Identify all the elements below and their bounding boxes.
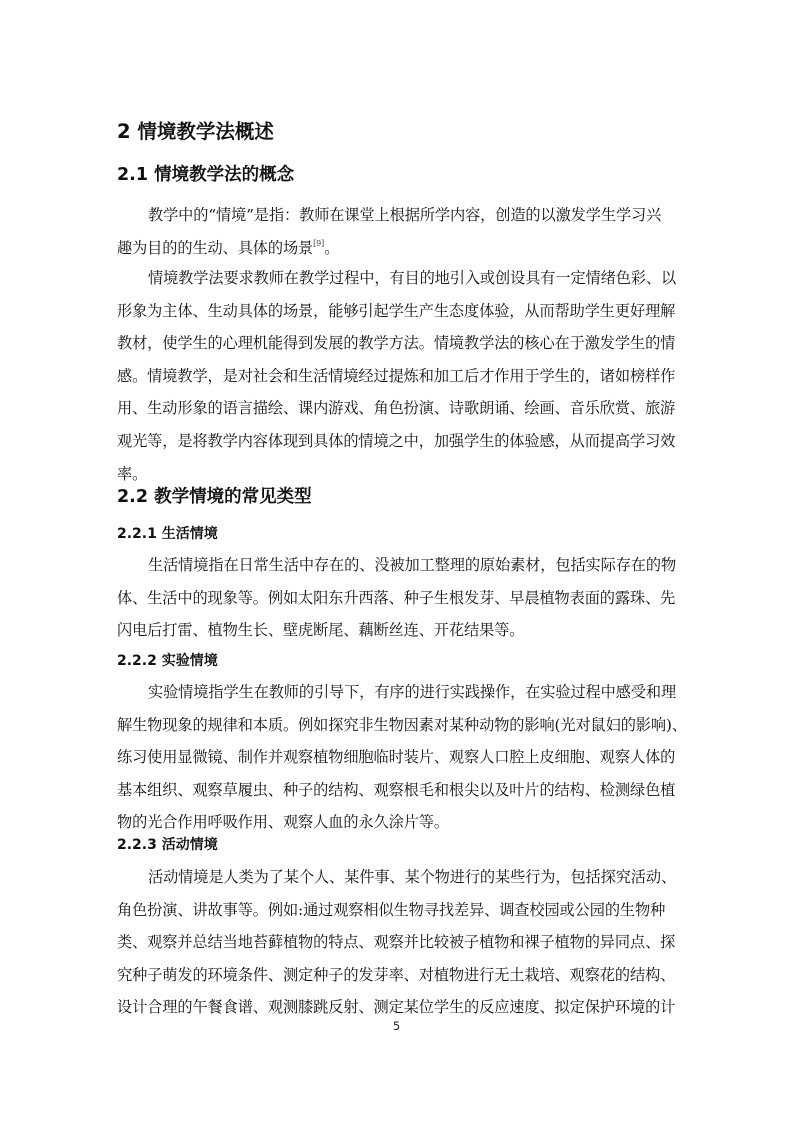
text-line: 究种子萌发的环境条件、测定种子的发芽率、对植物进行无土栽培、观察花的结构、 — [117, 965, 676, 984]
text-fragment: 。 — [324, 238, 340, 257]
text-line: 解生物现象的规律和本质。例如探究非生物因素对某种动物的影响(光对鼠妇的影响)、 — [117, 715, 687, 734]
text-line: 实验情境指学生在教师的引导下，有序的进行实践操作，在实验过程中感受和理 — [148, 683, 677, 701]
page-number: 5 — [392, 1019, 401, 1033]
text-line: 练习使用显微镜、制作并观察植物细胞临时装片、观察人口腔上皮细胞、观察人体的 — [117, 748, 676, 767]
subsubsection-heading-2-2-3: 2.2.3 活动情境 — [117, 837, 218, 853]
text-line: 类、观察并总结当地苔藓植物的特点、观察并比较被子植物和裸子植物的异同点、探 — [117, 933, 676, 952]
subsection-heading-2-1: 2.1 情境教学法的概念 — [117, 165, 295, 185]
subsubsection-heading-2-2-1: 2.2.1 生活情境 — [117, 526, 218, 542]
subsection-heading-2-2: 2.2 教学情境的常见类型 — [117, 487, 312, 507]
citation-reference: [9] — [313, 238, 325, 248]
text-line: 角色扮演、讲故事等。例如:通过观察相似生物寻找差异、调查校园或公园的生物种 — [117, 900, 666, 919]
text-line: 形象为主体、生动具体的场景，能够引起学生产生态度体验，从而帮助学生更好理解 — [117, 301, 676, 320]
paragraph-experiment-situation — [117, 676, 687, 839]
text-fragment: 趣为目的的生动、具体的场景 — [117, 238, 314, 257]
subsubsection-heading-2-2-2: 2.2.2 实验情境 — [117, 653, 218, 669]
text-line: 观光等，是将教学内容体现到具体的情境之中，加强学生的体验感，从而提高学习效 — [117, 431, 676, 450]
text-line: 物的光合作用呼吸作用、观察人血的永久涂片等。 — [117, 813, 449, 832]
text-line: 体、生活中的现象等。例如太阳东升西落、种子生根发芽、早晨植物表面的露珠、先 — [117, 588, 676, 607]
text-line — [117, 232, 677, 265]
text-line: 教材，使学生的心理机能得到发展的教学方法。情境教学法的核心在于激发学生的情 — [117, 334, 676, 353]
text-line: 活动情境是人类为了某个人、某件事、某个物进行的某些行为，包括探究活动、 — [148, 868, 677, 886]
section-heading: 2 情境教学法概述 — [117, 120, 274, 143]
text-line: 用、生动形象的语言描绘、课内游戏、角色扮演、诗歌朗诵、绘画、音乐欣赏、旅游 — [117, 399, 676, 418]
text-line: 教学中的“情境”是指：教师在课堂上根据所学内容，创造的以激发学生学习兴 — [148, 206, 662, 224]
text-line: 生活情境指在日常生活中存在的、没被加工整理的原始素材，包括实际存在的物 — [148, 556, 677, 574]
text-line: 感。情境教学，是对社会和生活情境经过提炼和加工后才作用于学生的，诸如榜样作 — [117, 366, 676, 385]
text-line: 率。 — [117, 464, 148, 483]
text-line: 闪电后打雷、植物生长、壁虎断尾、藕断丝连、开花结果等。 — [117, 621, 525, 640]
paragraph-activity-situation — [117, 861, 677, 1024]
paragraph-life-situation — [117, 549, 677, 647]
text-line: 设计合理的午餐食谱、观测膝跳反射、测定某位学生的反应速度、拟定保护环境的计 — [117, 998, 676, 1017]
paragraph-method — [117, 262, 677, 490]
text-line: 基本组织、观察草履虫、种子的结构、观察根毛和根尖以及叶片的结构、检测绿色植 — [117, 780, 676, 799]
paragraph-definition — [117, 199, 677, 264]
text-line: 情境教学法要求教师在教学过程中，有目的地引入或创设具有一定情绪色彩、以 — [148, 269, 677, 287]
